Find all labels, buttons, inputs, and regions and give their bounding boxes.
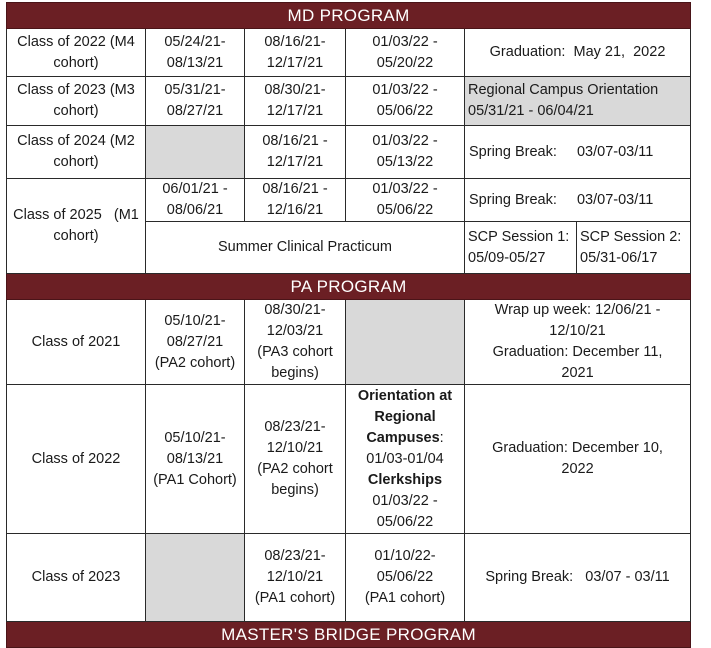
- pa-class-2023-row: [7, 534, 691, 622]
- pa-class-2021-note: Wrap up week: 12/06/21 - 12/10/21 Graduation: December 11, 2021: [465, 300, 691, 385]
- pa-class-2023-fall: 08/23/21- 12/10/21 (PA1 cohort): [245, 534, 346, 622]
- md-class-2025-row: [7, 179, 691, 222]
- pa-program-header-row: [7, 274, 691, 300]
- md-class-2024-spring: 01/03/22 - 05/13/22: [346, 126, 465, 179]
- summer-clinical-practicum-label: Summer Clinical Practicum: [146, 222, 465, 274]
- pa-class-2022-fall: 08/23/21- 12/10/21 (PA2 cohort begins): [245, 385, 346, 534]
- md-class-2023-label: Class of 2023 (M3 cohort): [7, 77, 146, 126]
- pa-program-title: PA PROGRAM: [7, 274, 691, 300]
- academic-calendar-table: [6, 2, 691, 648]
- md-class-2025-fall: 08/16/21 - 12/16/21: [245, 179, 346, 222]
- md-class-2024-label: Class of 2024 (M2 cohort): [7, 126, 146, 179]
- md-class-2025-spring: 01/03/22 - 05/06/22: [346, 179, 465, 222]
- md-class-2022-fall: 08/16/21- 12/17/21: [245, 29, 346, 77]
- md-class-2023-summer: 05/31/21- 08/27/21: [146, 77, 245, 126]
- pa-class-2021-summer: 05/10/21- 08/27/21 (PA2 cohort): [146, 300, 245, 385]
- md-class-2024-note: Spring Break: 03/07-03/11: [465, 126, 691, 179]
- md-class-2023-orientation-note: Regional Campus Orientation 05/31/21 - 06/04/21: [465, 77, 691, 126]
- scp-session-2: SCP Session 2: 05/31-06/17: [577, 222, 691, 274]
- pa-class-2022-label: Class of 2022: [7, 385, 146, 534]
- md-program-title: MD PROGRAM: [7, 3, 691, 29]
- md-program-header-row: [7, 3, 691, 29]
- md-class-2023-spring: 01/03/22 - 05/06/22: [346, 77, 465, 126]
- pa-class-2022-note: Graduation: December 10, 2022: [465, 385, 691, 534]
- pa-class-2021-fall: 08/30/21- 12/03/21 (PA3 cohort begins): [245, 300, 346, 385]
- md-class-2025-label: Class of 2025 (M1 cohort): [7, 179, 146, 274]
- scp-session-1: SCP Session 1: 05/09-05/27: [465, 222, 577, 274]
- md-class-2022-note: Graduation: May 21, 2022: [465, 29, 691, 77]
- pa-class-2023-summer-empty: [146, 534, 245, 622]
- md-class-2022-spring: 01/03/22 - 05/20/22: [346, 29, 465, 77]
- md-class-2022-summer: 05/24/21- 08/13/21: [146, 29, 245, 77]
- md-class-2023-row: [7, 77, 691, 126]
- md-class-2025-note: Spring Break: 03/07-03/11: [465, 179, 691, 222]
- pa-class-2021-spring-empty: [346, 300, 465, 385]
- md-class-2023-fall: 08/30/21- 12/17/21: [245, 77, 346, 126]
- bridge-program-header-row: [7, 622, 691, 648]
- md-class-2025-summer: 06/01/21 - 08/06/21: [146, 179, 245, 222]
- md-class-2022-label: Class of 2022 (M4 cohort): [7, 29, 146, 77]
- md-class-2024-summer-empty: [146, 126, 245, 179]
- pa-class-2021-row: [7, 300, 691, 385]
- md-class-2024-row: [7, 126, 691, 179]
- pa-class-2023-spring: 01/10/22- 05/06/22 (PA1 cohort): [346, 534, 465, 622]
- pa-class-2022-spring: Orientation at Regional Campuses: 01/03-01/04 Clerkships 01/03/22 - 05/06/22: [346, 385, 465, 534]
- pa-class-2022-row: [7, 385, 691, 534]
- pa-class-2023-label: Class of 2023: [7, 534, 146, 622]
- md-class-2024-fall: 08/16/21 - 12/17/21: [245, 126, 346, 179]
- pa-class-2021-label: Class of 2021: [7, 300, 146, 385]
- pa-class-2023-note: Spring Break: 03/07 - 03/11: [465, 534, 691, 622]
- bridge-program-title: MASTER'S BRIDGE PROGRAM: [7, 622, 691, 648]
- pa-class-2022-summer: 05/10/21- 08/13/21 (PA1 Cohort): [146, 385, 245, 534]
- md-class-2022-row: [7, 29, 691, 77]
